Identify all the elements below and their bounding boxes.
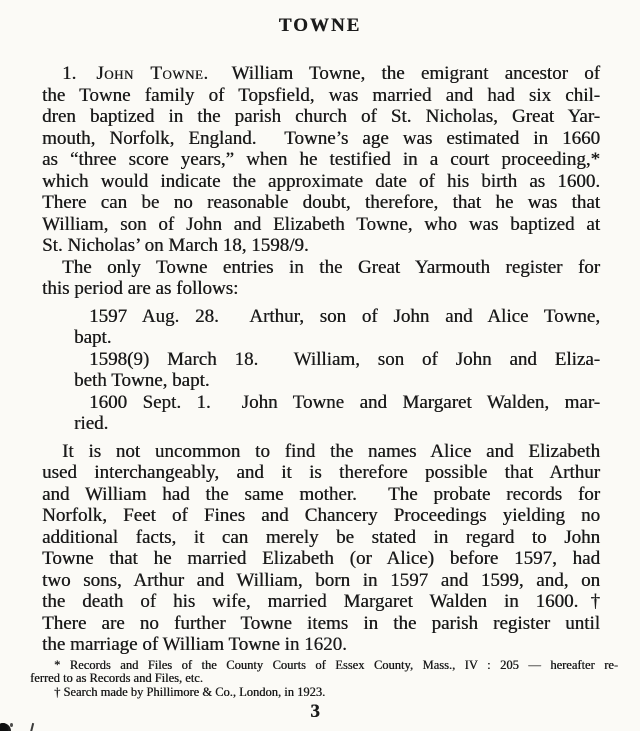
page-title: TOWNE bbox=[278, 15, 362, 36]
text-line bbox=[42, 63, 600, 85]
text-line: 1598(9) March 18. William, son of John and Eliza- bbox=[89, 348, 600, 370]
entry-number: 1. bbox=[62, 63, 77, 84]
register-entry-2 bbox=[74, 349, 600, 392]
text-line: beth Towne, bapt. bbox=[74, 370, 210, 391]
text-line: additional facts, it can merely be stated in regard to John bbox=[42, 526, 600, 548]
footnote-records-and-files bbox=[30, 659, 618, 686]
paragraph-1 bbox=[42, 63, 600, 257]
text-line: It is not uncommon to find the names Alice and Elizabeth bbox=[62, 440, 600, 462]
page-number: 3 bbox=[310, 701, 320, 722]
text-line: St. Nicholas’ on March 18, 1598/9. bbox=[42, 235, 309, 256]
paragraph-3 bbox=[42, 441, 600, 656]
text-line: There are no further Towne items in the parish register until bbox=[42, 612, 600, 634]
scan-speck bbox=[0, 723, 3, 730]
text-line: mouth, Norfolk, England. Towne’s age was estimated in 1660 bbox=[42, 127, 600, 149]
footnote-phillimore-search bbox=[30, 686, 618, 700]
text-line: 1597 Aug. 28. Arthur, son of John and Alice Towne, bbox=[89, 305, 600, 327]
scan-artifact-speckle bbox=[0, 723, 6, 731]
text-line: as “three score years,” when he testified in a court proceeding,* bbox=[42, 149, 600, 170]
text-line: this period are as follows: bbox=[42, 278, 239, 299]
text-line: two sons, Arthur and William, born in 1597 and 1599, and, on bbox=[42, 569, 600, 591]
text-line: the marriage of William Towne in 1620. bbox=[42, 634, 347, 655]
scan-artifact-tick bbox=[30, 723, 34, 731]
register-entry-3 bbox=[74, 392, 600, 435]
text-line: the Towne family of Topsfield, was married and had six chil- bbox=[42, 84, 600, 106]
scan-artifact-dot bbox=[10, 723, 13, 727]
scan-artifact-streak bbox=[0, 723, 8, 731]
text-line: ried. bbox=[74, 413, 109, 434]
text-line: Norfolk, Feet of Fines and Chancery Proceedings yielding no bbox=[42, 505, 600, 526]
text-line: bapt. bbox=[74, 327, 112, 348]
text-segment: William Towne, the emigrant ancestor of bbox=[215, 63, 600, 84]
text-line: dren baptized in the parish church of St. Nicholas, Great Yar- bbox=[42, 106, 600, 127]
scan-speck bbox=[0, 723, 2, 731]
paragraph-2 bbox=[42, 257, 600, 300]
text-line: William, son of John and Elizabeth Towne, who was baptized at bbox=[42, 213, 600, 235]
text-line: and William had the same mother. The probate records for bbox=[42, 483, 600, 505]
register-entry-1 bbox=[74, 306, 600, 349]
text-line: † Search made by Phillimore & Co., London, in 1923. bbox=[54, 684, 326, 699]
person-name-heading: John Towne. bbox=[96, 63, 209, 84]
text-line: which would indicate the approximate date of his birth as 1600. bbox=[42, 170, 600, 192]
text-line: Towne that he married Elizabeth (or Alice) before 1597, had bbox=[42, 548, 600, 569]
footnotes bbox=[30, 659, 618, 700]
scan-artifact-blob bbox=[0, 723, 11, 731]
text-line: There can be no reasonable doubt, therefore, that he was that bbox=[42, 192, 600, 213]
text-line: used interchangeably, and it is therefore possible that Arthur bbox=[42, 462, 600, 483]
document-blocks bbox=[42, 63, 600, 656]
text-line: 1600 Sept. 1. John Towne and Margaret Walden, mar- bbox=[89, 391, 600, 413]
text-line: ferred to as Records and Files, etc. bbox=[30, 671, 203, 685]
text-line: the death of his wife, married Margaret Walden in 1600.† bbox=[42, 591, 600, 612]
text-line: * Records and Files of the County Courts of Essex County, Mass., IV : 205 — hereafter re- bbox=[54, 657, 618, 672]
text-line: The only Towne entries in the Great Yarmouth register for bbox=[62, 256, 600, 278]
